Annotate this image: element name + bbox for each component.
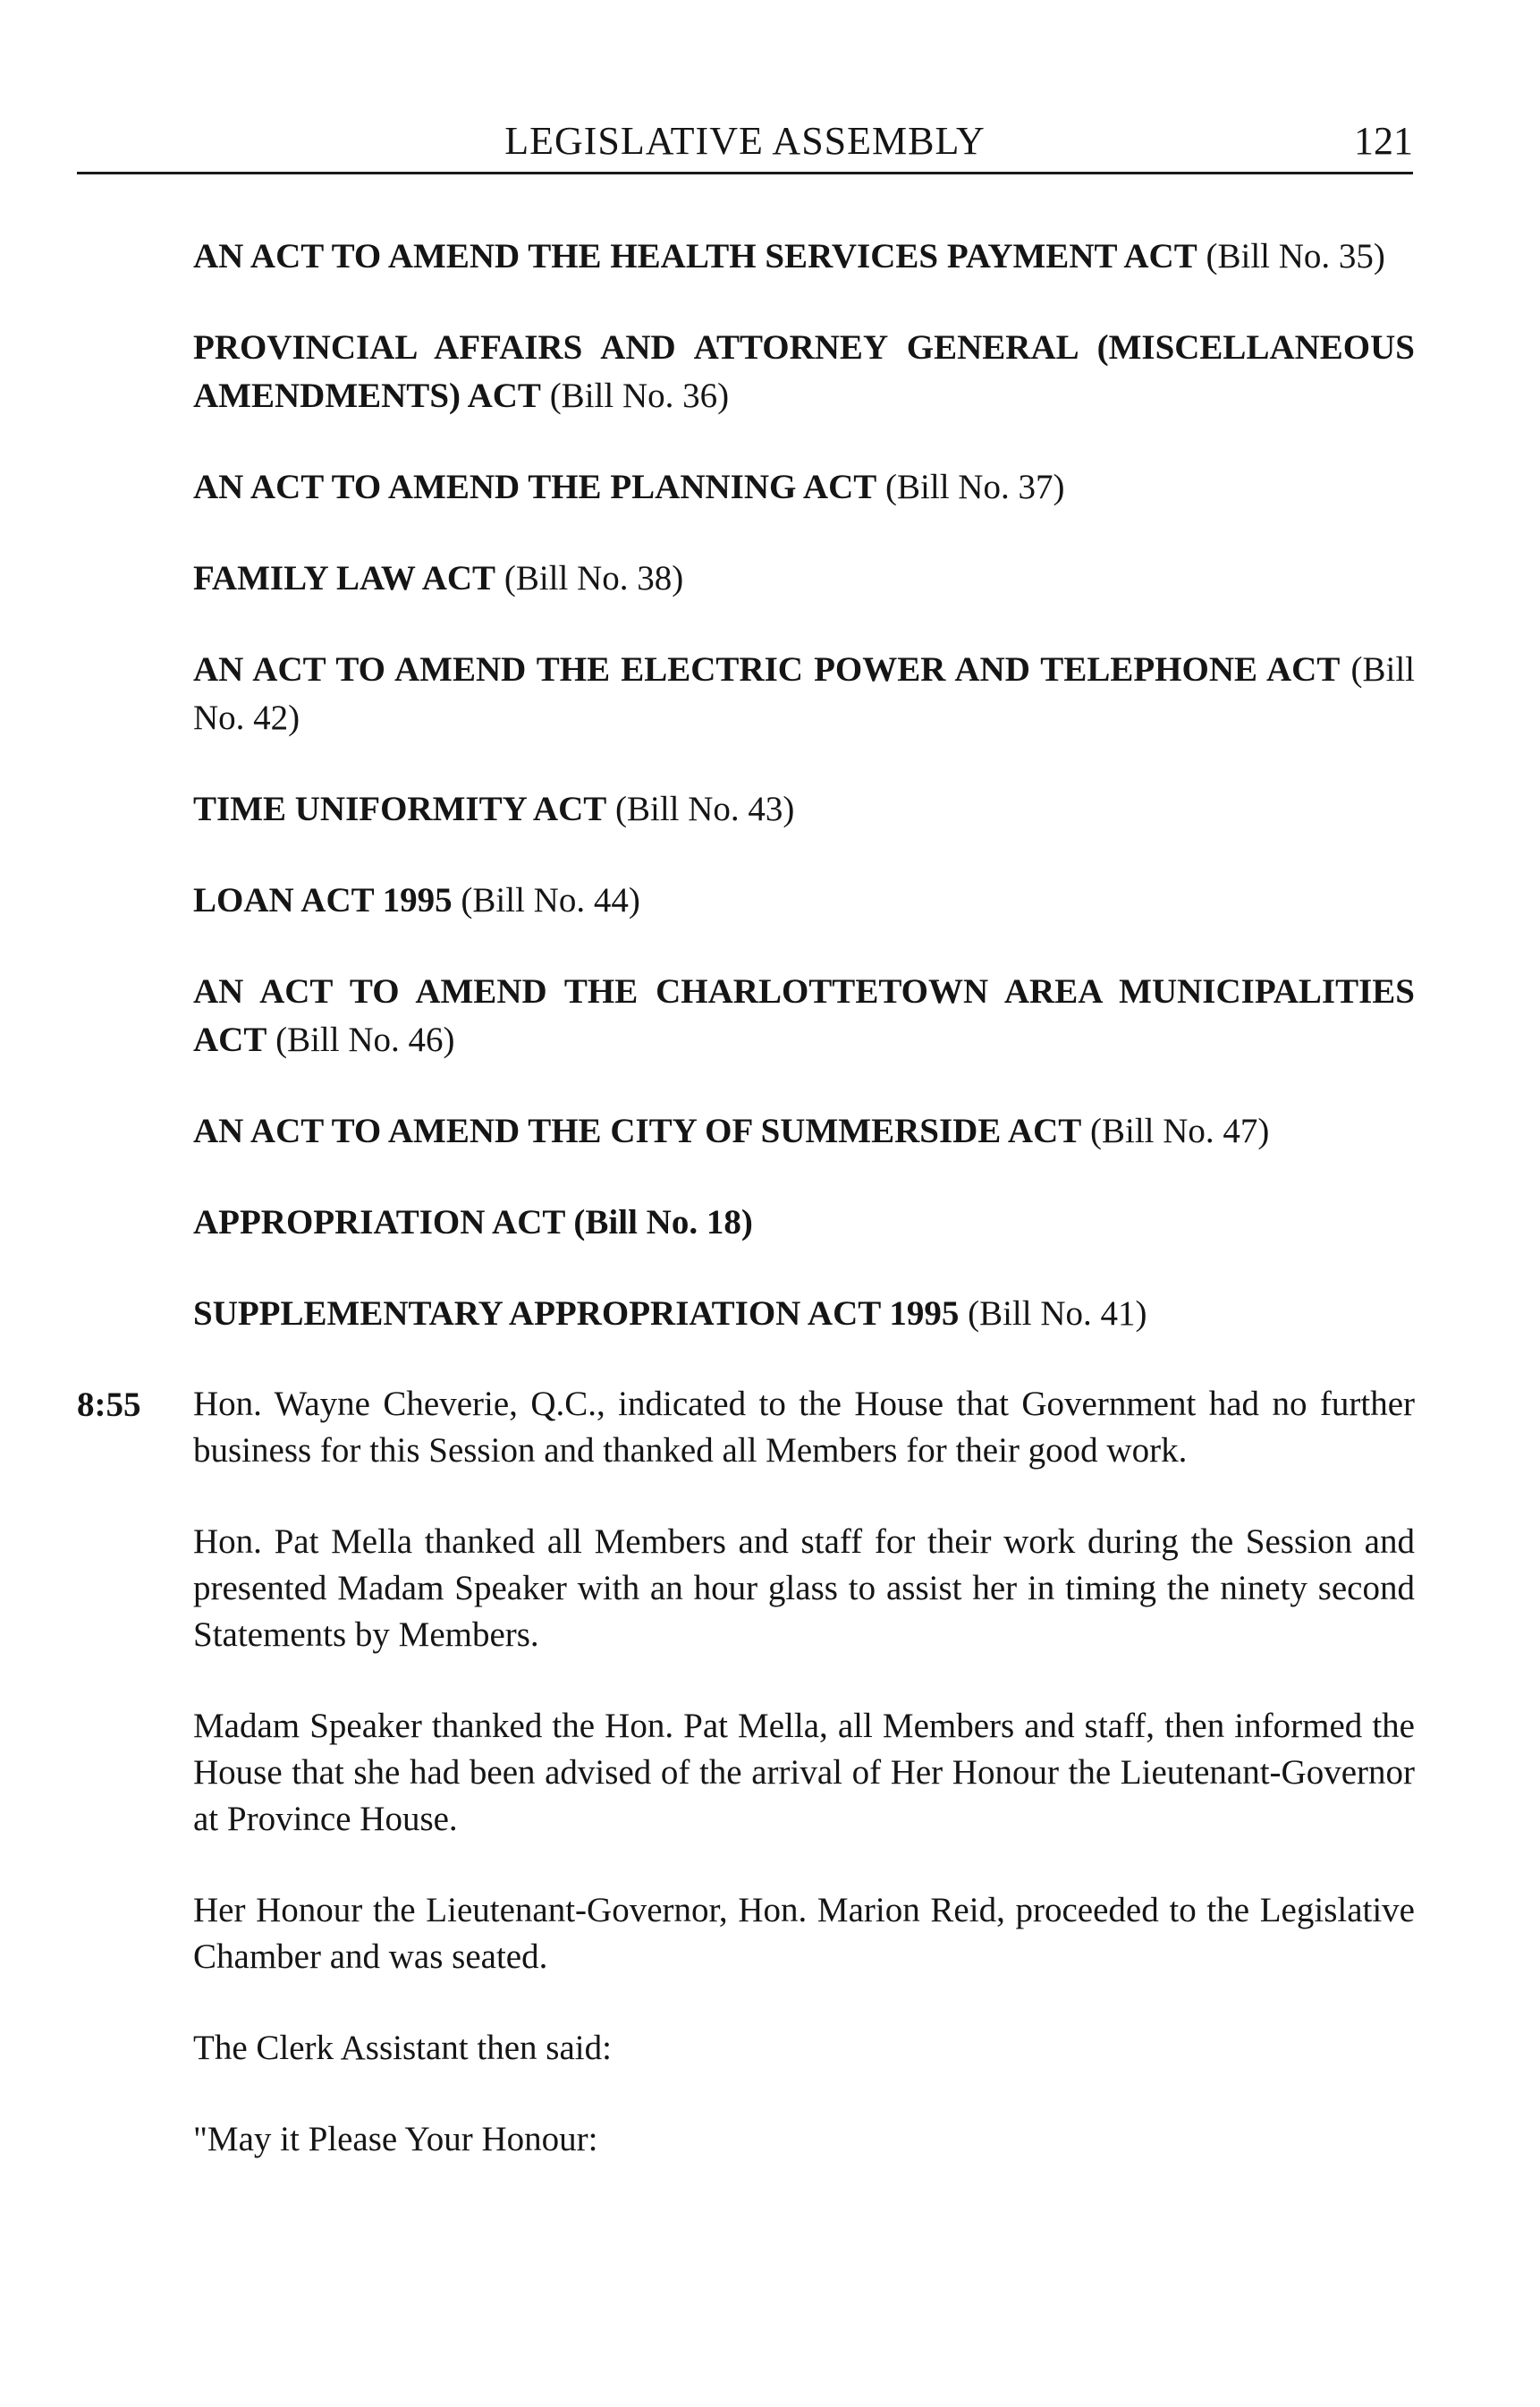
proceedings-paragraph: Hon. Wayne Cheverie, Q.C., indicated to the House that Government had no further business for this Session and thanked all Members for their good work.	[193, 1385, 1415, 1470]
act-entry	[193, 1107, 1415, 1156]
act-entry	[193, 463, 1415, 512]
act-title: AN ACT TO AMEND THE HEALTH SERVICES PAYMENT ACT	[193, 237, 1197, 275]
act-title: AN ACT TO AMEND THE CHARLOTTETOWN AREA MUNICIPALITIES ACT	[193, 972, 1415, 1059]
bill-number: (Bill No. 36)	[549, 377, 730, 415]
proceedings-paragraph: The Clerk Assistant then said:	[193, 2029, 612, 2067]
bill-number: (Bill No. 41)	[968, 1294, 1147, 1333]
act-entry	[193, 785, 1415, 834]
page-body	[77, 233, 1416, 2208]
bill-number: (Bill No. 35)	[1206, 237, 1385, 275]
act-title: TIME UNIFORMITY ACT	[193, 790, 607, 828]
proceedings-paragraph: Madam Speaker thanked the Hon. Pat Mella, all Members and staff, then informed the House that she had been advised of the arrival of Her Honour the Lieutenant-Governor at Province House.	[193, 1707, 1415, 1838]
act-title: SUPPLEMENTARY APPROPRIATION ACT 1995	[193, 1294, 960, 1333]
act-title: FAMILY LAW ACT	[193, 559, 496, 598]
act-entry	[193, 1290, 1415, 1338]
bill-number: (Bill No. 42)	[193, 650, 1416, 737]
act-title: AN ACT TO AMEND THE PLANNING ACT	[193, 468, 877, 506]
page-header	[77, 114, 1413, 174]
proceedings-paragraph: "May it Please Your Honour:	[193, 2120, 598, 2158]
proceedings-paragraph: Her Honour the Lieutenant-Governor, Hon. Marion Reid, proceeded to the Legislative Chamber and was seated.	[193, 1891, 1415, 1976]
act-title: AN ACT TO AMEND THE ELECTRIC POWER AND TELEPHONE ACT	[193, 650, 1341, 689]
act-title: LOAN ACT 1995	[193, 881, 453, 920]
bill-number: (Bill No. 46)	[275, 1021, 455, 1059]
act-entry	[193, 968, 1415, 1064]
act-entry	[193, 877, 1415, 925]
bill-number: (Bill No. 44)	[461, 881, 640, 920]
act-title: PROVINCIAL AFFAIRS AND ATTORNEY GENERAL (MISCELLANEOUS AMENDMENTS) ACT	[193, 328, 1415, 415]
page-number: 121	[1354, 119, 1413, 163]
bill-number: (Bill No. 43)	[615, 790, 795, 828]
act-entry	[193, 1199, 1415, 1247]
act-entry	[193, 646, 1415, 742]
proceedings-paragraph: Hon. Pat Mella thanked all Members and staff for their work during the Session and presented Madam Speaker with an hour glass to assist her in timing the ninety second Statements by Members.	[193, 1522, 1415, 1654]
bill-number: (Bill No. 38)	[503, 559, 684, 598]
act-entry	[193, 233, 1415, 281]
act-title: AN ACT TO AMEND THE CITY OF SUMMERSIDE ACT	[193, 1112, 1082, 1150]
act-entry	[193, 555, 1415, 603]
proceedings	[77, 1381, 1415, 2163]
time-stamp: 8:55	[77, 1386, 141, 1424]
bill-number: (Bill No. 47)	[1090, 1112, 1270, 1150]
bill-number: (Bill No. 37)	[885, 468, 1065, 506]
running-title: LEGISLATIVE ASSEMBLY	[504, 119, 986, 163]
act-title: APPROPRIATION ACT (Bill No. 18)	[193, 1203, 753, 1242]
act-entry	[193, 324, 1415, 420]
